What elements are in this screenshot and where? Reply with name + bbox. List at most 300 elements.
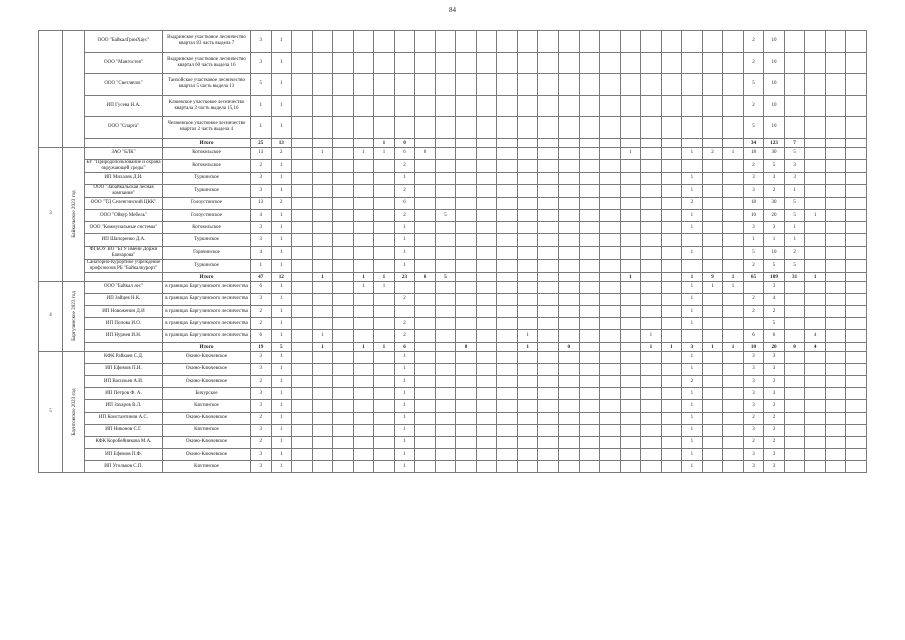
value-cell	[846, 52, 867, 74]
value-cell	[620, 306, 641, 318]
table-row	[39, 147, 867, 159]
value-cell	[435, 31, 456, 53]
value-cell	[661, 147, 682, 159]
value-cell	[476, 424, 497, 436]
value-cell	[723, 436, 744, 448]
value-cell	[415, 436, 436, 448]
value-cell	[805, 351, 826, 363]
table-row	[39, 117, 867, 139]
value-cell	[353, 306, 374, 318]
value-cell	[661, 31, 682, 53]
value-cell	[538, 281, 559, 293]
total-value-cell	[333, 138, 354, 147]
value-cell: 1	[394, 222, 415, 234]
value-cell	[333, 375, 354, 387]
value-cell	[353, 330, 374, 342]
organization-cell: КФК Райкаев С.Д.	[85, 351, 163, 363]
total-value-cell: 6	[415, 272, 436, 281]
value-cell	[394, 281, 415, 293]
value-cell	[374, 172, 395, 184]
value-cell	[702, 351, 723, 363]
value-cell	[846, 363, 867, 375]
value-cell	[579, 363, 600, 375]
value-cell	[456, 412, 477, 424]
value-cell	[846, 184, 867, 197]
value-cell	[353, 159, 374, 172]
total-value-cell: 5	[271, 342, 292, 351]
value-cell	[333, 449, 354, 461]
value-cell: 6	[251, 281, 272, 293]
total-row	[39, 342, 867, 351]
value-cell	[661, 363, 682, 375]
value-cell	[353, 449, 374, 461]
value-cell	[558, 375, 579, 387]
value-cell	[641, 117, 662, 139]
value-cell	[292, 318, 313, 330]
value-cell: 1	[394, 412, 415, 424]
value-cell: 2	[764, 436, 785, 448]
value-cell	[579, 210, 600, 222]
total-value-cell	[620, 342, 641, 351]
value-cell	[476, 95, 497, 117]
value-cell	[435, 375, 456, 387]
value-cell	[702, 375, 723, 387]
value-cell	[497, 293, 518, 305]
value-cell	[805, 449, 826, 461]
value-cell: 2	[702, 147, 723, 159]
value-cell	[784, 436, 805, 448]
value-cell: 20	[764, 210, 785, 222]
value-cell	[825, 375, 846, 387]
value-cell	[538, 147, 559, 159]
value-cell	[825, 117, 846, 139]
value-cell	[312, 95, 333, 117]
value-cell	[374, 74, 395, 96]
total-value-cell	[476, 272, 497, 281]
location-cell: Туркинское	[163, 234, 251, 246]
value-cell	[600, 117, 621, 139]
value-cell	[517, 281, 538, 293]
value-cell	[292, 293, 313, 305]
location-cell: Кяхтинское	[163, 461, 251, 473]
value-cell	[579, 172, 600, 184]
organization-cell: ООО "БайкалГринХаус"	[85, 31, 163, 53]
value-cell	[579, 197, 600, 209]
value-cell: 1	[682, 363, 703, 375]
total-value-cell: 4	[805, 342, 826, 351]
value-cell	[517, 159, 538, 172]
table-row	[39, 412, 867, 424]
value-cell	[661, 210, 682, 222]
value-cell	[579, 246, 600, 259]
value-cell	[456, 159, 477, 172]
total-value-cell: 19	[251, 342, 272, 351]
value-cell	[723, 330, 744, 342]
value-cell	[825, 147, 846, 159]
value-cell	[333, 281, 354, 293]
value-cell	[312, 52, 333, 74]
value-cell	[846, 95, 867, 117]
value-cell: 2	[271, 147, 292, 159]
value-cell	[435, 281, 456, 293]
value-cell	[723, 351, 744, 363]
value-cell	[784, 375, 805, 387]
value-cell	[825, 388, 846, 400]
value-cell	[456, 184, 477, 197]
value-cell	[661, 424, 682, 436]
value-cell	[333, 95, 354, 117]
value-cell	[825, 306, 846, 318]
value-cell	[702, 388, 723, 400]
total-value-cell	[641, 272, 662, 281]
value-cell	[641, 74, 662, 96]
value-cell: 1	[682, 449, 703, 461]
value-cell	[476, 293, 497, 305]
value-cell	[784, 388, 805, 400]
value-cell	[476, 400, 497, 412]
organization-cell: ИП Зайцев Н.К.	[85, 293, 163, 305]
value-cell	[538, 293, 559, 305]
total-value-cell	[312, 138, 333, 147]
value-cell	[620, 259, 641, 272]
table-row	[39, 461, 867, 473]
value-cell	[517, 412, 538, 424]
value-cell: 6	[394, 197, 415, 209]
value-cell	[435, 52, 456, 74]
value-cell	[558, 412, 579, 424]
location-cell: в границах Баргузинского лесничества	[163, 293, 251, 305]
value-cell: 5	[764, 159, 785, 172]
value-cell	[333, 197, 354, 209]
total-value-cell	[682, 138, 703, 147]
value-cell	[579, 351, 600, 363]
value-cell	[517, 306, 538, 318]
table-row	[39, 424, 867, 436]
value-cell	[333, 293, 354, 305]
value-cell: 4	[251, 210, 272, 222]
value-cell: 2	[251, 318, 272, 330]
value-cell	[579, 31, 600, 53]
total-value-cell	[435, 342, 456, 351]
value-cell	[353, 222, 374, 234]
value-cell	[641, 246, 662, 259]
value-cell	[497, 222, 518, 234]
value-cell	[702, 424, 723, 436]
value-cell: 1	[682, 172, 703, 184]
value-cell	[805, 259, 826, 272]
value-cell: 3	[743, 388, 764, 400]
value-cell: 1	[374, 281, 395, 293]
value-cell: 2	[394, 318, 415, 330]
value-cell	[825, 436, 846, 448]
value-cell	[374, 412, 395, 424]
value-cell	[312, 259, 333, 272]
value-cell	[600, 449, 621, 461]
value-cell	[456, 234, 477, 246]
value-cell	[805, 461, 826, 473]
table-row	[39, 197, 867, 209]
value-cell	[312, 449, 333, 461]
organization-cell: ИП Васильев А.И.	[85, 375, 163, 387]
value-cell	[517, 424, 538, 436]
value-cell	[497, 363, 518, 375]
value-cell: 3	[251, 172, 272, 184]
value-cell	[292, 424, 313, 436]
value-cell	[292, 388, 313, 400]
value-cell	[805, 412, 826, 424]
value-cell	[702, 363, 723, 375]
value-cell	[333, 351, 354, 363]
value-cell: 2	[743, 293, 764, 305]
value-cell	[333, 461, 354, 473]
value-cell	[415, 318, 436, 330]
value-cell: 1	[682, 281, 703, 293]
value-cell	[538, 95, 559, 117]
total-value-cell: 0	[558, 342, 579, 351]
value-cell	[374, 259, 395, 272]
total-value-cell	[435, 138, 456, 147]
value-cell	[723, 159, 744, 172]
value-cell	[435, 306, 456, 318]
value-cell	[415, 159, 436, 172]
value-cell: 1	[723, 281, 744, 293]
value-cell	[579, 222, 600, 234]
value-cell	[497, 281, 518, 293]
value-cell: 1	[353, 281, 374, 293]
value-cell	[558, 117, 579, 139]
value-cell	[476, 52, 497, 74]
value-cell	[620, 52, 641, 74]
total-value-cell	[333, 342, 354, 351]
value-cell	[435, 246, 456, 259]
total-row	[39, 272, 867, 281]
value-cell: 1	[682, 246, 703, 259]
value-cell	[784, 363, 805, 375]
value-cell: 10	[764, 117, 785, 139]
total-value-cell: 0	[456, 342, 477, 351]
total-value-cell	[661, 272, 682, 281]
value-cell: 1	[251, 95, 272, 117]
value-cell	[353, 52, 374, 74]
value-cell	[394, 306, 415, 318]
value-cell: 1	[271, 400, 292, 412]
value-cell	[497, 210, 518, 222]
value-cell	[292, 461, 313, 473]
value-cell	[579, 461, 600, 473]
value-cell: 4	[251, 246, 272, 259]
total-value-cell: 1	[312, 342, 333, 351]
value-cell	[456, 147, 477, 159]
total-value-cell	[497, 272, 518, 281]
value-cell	[620, 388, 641, 400]
value-cell	[846, 234, 867, 246]
value-cell	[456, 449, 477, 461]
value-cell	[517, 363, 538, 375]
value-cell	[682, 31, 703, 53]
value-cell	[723, 95, 744, 117]
value-cell: 1	[271, 424, 292, 436]
value-cell: 10	[764, 52, 785, 74]
value-cell	[497, 436, 518, 448]
total-value-cell	[723, 138, 744, 147]
value-cell	[702, 461, 723, 473]
total-value-cell: 23	[394, 272, 415, 281]
value-cell	[784, 74, 805, 96]
value-cell	[825, 461, 846, 473]
value-cell	[374, 461, 395, 473]
value-cell	[374, 436, 395, 448]
value-cell	[723, 400, 744, 412]
value-cell: 3	[251, 234, 272, 246]
table-row	[39, 259, 867, 272]
value-cell	[353, 363, 374, 375]
table-row	[39, 293, 867, 305]
value-cell	[600, 197, 621, 209]
value-cell: 3	[251, 388, 272, 400]
value-cell	[784, 281, 805, 293]
value-cell	[476, 159, 497, 172]
table-row	[39, 74, 867, 96]
total-value-cell	[538, 138, 559, 147]
value-cell	[435, 74, 456, 96]
value-cell: 2	[271, 197, 292, 209]
value-cell	[456, 375, 477, 387]
total-value-cell	[456, 272, 477, 281]
value-cell	[456, 52, 477, 74]
value-cell	[558, 210, 579, 222]
total-value-cell: 10	[743, 342, 764, 351]
value-cell: 2	[764, 184, 785, 197]
value-cell	[292, 246, 313, 259]
value-cell	[661, 400, 682, 412]
value-cell: 1	[271, 318, 292, 330]
location-cell: Окино-Ключевское	[163, 436, 251, 448]
total-value-cell: 65	[743, 272, 764, 281]
value-cell	[374, 52, 395, 74]
value-cell	[702, 259, 723, 272]
value-cell	[353, 400, 374, 412]
organization-cell: ООО "Забайкальская лесная компания"	[85, 184, 163, 197]
organization-cell: ФГБОУ ВО "БГУ имени Доржи Банзарова"	[85, 246, 163, 259]
value-cell	[743, 318, 764, 330]
value-cell	[415, 31, 436, 53]
value-cell	[435, 95, 456, 117]
value-cell: 1	[271, 449, 292, 461]
total-value-cell: 6	[394, 342, 415, 351]
value-cell: 3	[743, 222, 764, 234]
value-cell	[456, 95, 477, 117]
total-value-cell	[415, 342, 436, 351]
total-value-cell	[805, 138, 826, 147]
value-cell: 6	[743, 330, 764, 342]
value-cell	[435, 461, 456, 473]
value-cell: 2	[743, 412, 764, 424]
value-cell	[825, 246, 846, 259]
value-cell	[312, 281, 333, 293]
value-cell: 1	[394, 449, 415, 461]
value-cell: 5	[784, 210, 805, 222]
value-cell	[620, 449, 641, 461]
value-cell	[333, 31, 354, 53]
value-cell	[846, 375, 867, 387]
total-value-cell	[600, 138, 621, 147]
value-cell	[620, 117, 641, 139]
organization-cell: ИП Угольков С.П.	[85, 461, 163, 473]
value-cell	[374, 293, 395, 305]
value-cell	[374, 449, 395, 461]
location-cell: Котокельское	[163, 159, 251, 172]
value-cell	[415, 197, 436, 209]
value-cell	[517, 74, 538, 96]
value-cell	[353, 318, 374, 330]
value-cell	[723, 424, 744, 436]
value-cell: 3	[743, 424, 764, 436]
value-cell	[353, 172, 374, 184]
value-cell	[620, 318, 641, 330]
value-cell: 5	[743, 246, 764, 259]
value-cell: 1	[312, 330, 333, 342]
value-cell	[846, 147, 867, 159]
value-cell	[415, 400, 436, 412]
value-cell	[312, 184, 333, 197]
value-cell: 1	[784, 234, 805, 246]
value-cell	[600, 412, 621, 424]
value-cell	[682, 52, 703, 74]
value-cell	[558, 159, 579, 172]
value-cell: 1	[271, 363, 292, 375]
value-cell: 5	[784, 259, 805, 272]
value-cell: 1	[271, 159, 292, 172]
value-cell	[600, 31, 621, 53]
total-value-cell: 1	[374, 342, 395, 351]
value-cell	[517, 222, 538, 234]
value-cell: 1	[394, 246, 415, 259]
value-cell: 3	[764, 449, 785, 461]
organization-cell: ИП Гусева Н.А.	[85, 95, 163, 117]
value-cell	[846, 222, 867, 234]
value-cell	[641, 388, 662, 400]
value-cell	[702, 412, 723, 424]
value-cell	[620, 412, 641, 424]
value-cell	[333, 424, 354, 436]
value-cell	[415, 306, 436, 318]
page-number: 84	[449, 6, 456, 14]
value-cell	[333, 159, 354, 172]
value-cell: 2	[743, 306, 764, 318]
value-cell: 3	[764, 172, 785, 184]
location-cell: Клюевское участковое лесничество квартала 3 часть выдела 15,16	[163, 95, 251, 117]
total-value-cell	[476, 342, 497, 351]
section-region	[63, 147, 85, 281]
value-cell	[292, 449, 313, 461]
value-cell	[600, 234, 621, 246]
value-cell	[292, 74, 313, 96]
value-cell: 1	[271, 95, 292, 117]
value-cell	[538, 172, 559, 184]
value-cell	[456, 74, 477, 96]
section-region	[63, 351, 85, 473]
total-value-cell: 1	[353, 272, 374, 281]
total-value-cell	[825, 272, 846, 281]
value-cell	[517, 351, 538, 363]
value-cell	[538, 412, 559, 424]
value-cell: 2	[394, 184, 415, 197]
value-cell	[353, 259, 374, 272]
organization-cell: ИП Ефимов П.Ф.	[85, 449, 163, 461]
total-value-cell	[600, 272, 621, 281]
location-cell: в границах Баргузинского лесничества	[163, 306, 251, 318]
value-cell	[333, 172, 354, 184]
